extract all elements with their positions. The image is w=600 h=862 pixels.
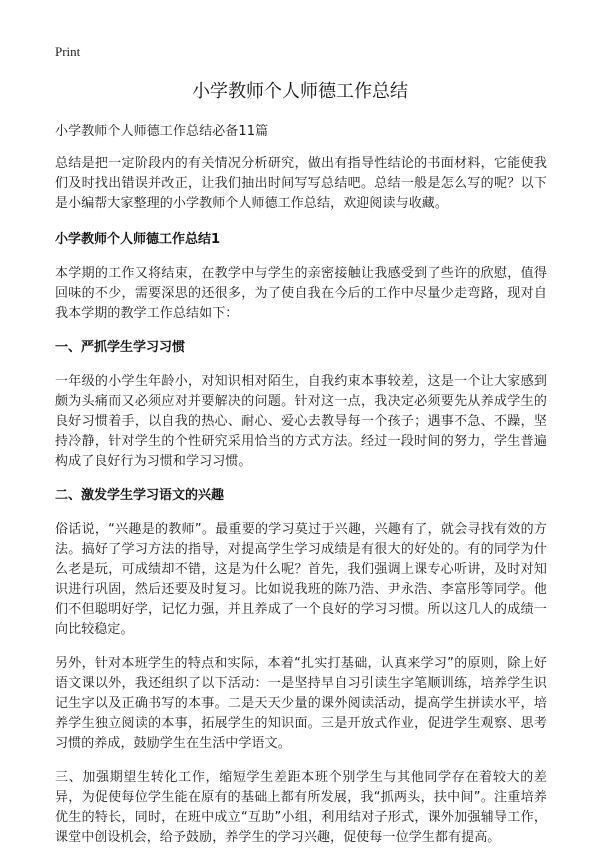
print-link[interactable]: Print <box>55 44 81 59</box>
heading-interest: 二、激发学生学习语文的兴趣 <box>55 488 225 503</box>
paragraph-4: 另外，针对本班学生的特点和实际，本着“扎实打基础，认真来学习”的原则，除上好语文课以外，我还组织了以下活动：一是坚持早自习引读生字笔顺训练，培养学生识记生字以及正确书写的本事。二是天天少量的课外阅读活动，提高学生拼读水平，培养学生独立阅读的本事，拓展学生的知识面。三是开放式作业，促进学生观察、思考习惯的养成，鼓励学生在生活中学语文。 <box>55 656 547 751</box>
document-body <box>55 122 547 862</box>
paragraph-2: 一年级的小学生年龄小，对知识相对陌生，自我约束本事较差，这是一个让大家感到颇为头痛而又必须应对并要解决的问题。针对这一点，我决定必须要先从养成学生的良好习惯着手，以自我的热心、耐心、爱心去教导每一个孩子；遇事不急、不躁，坚持冷静，针对学生的个性研究采用恰当的方式方法。经过一段时间的努力，学生普遍构成了良好行为习惯和学习习惯。 <box>55 374 547 469</box>
document-title: 小学教师个人师德工作总结 <box>192 81 408 102</box>
intro-paragraph: 总结是把一定阶段内的有关情况分析研究，做出有指导性结论的书面材料，它能使我们及时找出错误并改正，让我们抽出时间写写总结吧。总结一般是怎么写的呢？以下是小编帮大家整理的小学教师个人师德工作总结，欢迎阅读与收藏。 <box>55 156 547 211</box>
heading-habits: 一、严抓学生学习习惯 <box>55 340 186 355</box>
paragraph-1: 本学期的工作又将结束，在教学中与学生的亲密接触让我感受到了些许的欣慰，值得回味的不少，需要深思的还很多，为了使自我在今后的工作中尽量少走弯路，现对自我本学期的教学工作总结如下： <box>55 266 547 321</box>
section-heading: 小学教师个人师德工作总结1 <box>55 232 221 247</box>
document-subtitle: 小学教师个人师德工作总结必备11篇 <box>55 124 269 139</box>
paragraph-5: 三、加强期望生转化工作，缩短学生差距本班个别学生与其他同学存在着较大的差异，为促使每位学生能在原有的基础上都有所发展，我“抓两头，扶中间”。注重培养优生的特长，同时，在班中成立“互助”小组，利用结对子形式，课外加强辅导工作，课堂中创设机会，给予鼓励，养学生的学习兴趣，促使每一位学生都有提高。 <box>55 770 547 845</box>
paragraph-3: 俗话说，“兴趣是的教师”。最重要的学习莫过于兴趣，兴趣有了，就会寻找有效的方法。搞好了学习方法的指导，对提高学生学习成绩是有很大的好处的。有的同学为什么老是玩，可成绩却不错，这是为什么呢？首先，我们强调上课专心听讲，及时对知识进行巩固，然后还要及时复习。比如说我班的陈乃浩、尹永浩、李富彤等同学。他们不但聪明好学，记忆力强，并且养成了一个良好的学习习惯。所以这几人的成绩一向比较稳定。 <box>55 522 547 637</box>
